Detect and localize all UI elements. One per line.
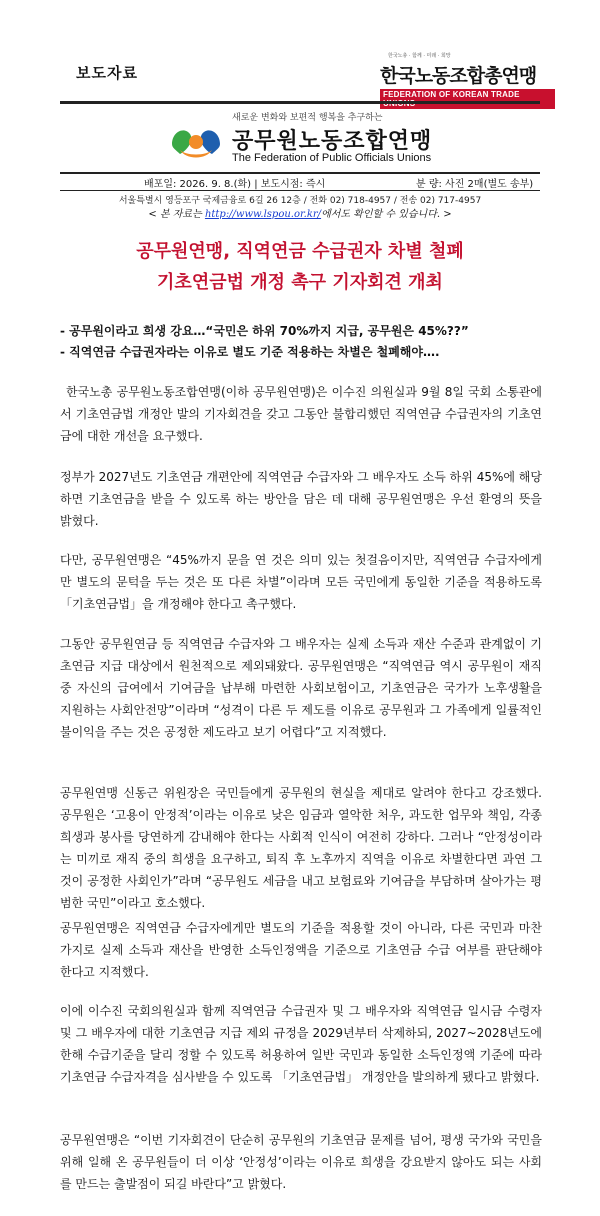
fktu-name: 한국노동조합총연맹 [380, 65, 537, 87]
body-paragraph-1: 한국노총 공무원노동조합연맹(이하 공무원연맹)은 이수진 의원실과 9월 8일 국회 소통관에서 기초연금법 개정안 발의 기자회견을 갖고 그동안 불합리했던 직역연금 수급권자의 기초연금에 대한 개선을 요구했다. [60, 385, 542, 443]
fpou-logo-icon [166, 120, 226, 166]
headline-line-1: 공무원연맹, 직역연금 수급권자 차별 철폐 [136, 241, 464, 262]
header-rule-top [60, 101, 540, 104]
contact-address: 서울특별시 영등포구 국제금융로 6길 26 12층 / 전화 02) 718-4957 / 전송 02) 717-4957 [118, 196, 482, 206]
fpou-name: 공무원노동조합연맹 [232, 129, 433, 154]
distribution-info [60, 174, 540, 190]
website-notice [0, 205, 600, 220]
body-paragraph-4: 그동안 공무원연금 등 직역연금 수급자와 그 배우자는 실제 소득과 재산 수준과 관계없이 기초연금 지급 대상에서 원천적으로 제외돼왔다. 공무원연맹은 “직역연금 역시 공무원이 재직 중 자신의 급여에서 기여금을 납부해 마련한 사회보험이고, 기초연금은 국가가 노후생활을 지원하는 사회안전망”이라며 “성격이 다른 두 제도를 이유로 공무원과 그 가족에게 일률적인 불이익을 주는 것은 공정한 제도라고 보기 어렵다”고 지적했다. [60, 637, 542, 739]
body-paragraph-2: 정부가 2027년도 기초연금 개편안에 직역연금 수급자와 그 배우자도 소득 하위 45%에 해당하면 기초연금을 받을 수 있도록 하는 방안을 담은 데 대해 공무원연맹은 우선 환영의 뜻을 밝혔다. [60, 470, 542, 528]
fktu-tagline: 한국노총 · 함께 · 미래 · 희망 [388, 53, 451, 59]
headline-line-2: 기초연금법 개정 촉구 기자회견 개최 [157, 272, 443, 293]
header-rule-bottom [60, 190, 540, 191]
fpou-english-name: The Federation of Public Officials Unions [232, 152, 432, 164]
subtitle-2: - 직역연금 수급권자라는 이유로 별도 기준 적용하는 차별은 철폐해야…. [60, 345, 440, 359]
website-notice-suffix: 에서도 확인할 수 있습니다. > [321, 209, 452, 220]
header [0, 0, 600, 110]
fktu-english-name: FEDERATION OF KOREAN TRADE UNIONS [380, 89, 555, 109]
subtitle-1: - 공무원이라고 희생 강요…“국민은 하위 70%까지 지급, 공무원은 45%??” [60, 324, 469, 338]
website-link[interactable]: http://www.lspou.or.kr/ [204, 209, 322, 220]
press-release-label: 보도자료 [76, 64, 138, 82]
attachment-count: 분 량: 사진 2매(별도 송부) [416, 179, 534, 190]
website-notice-prefix: < 본 자료는 [148, 209, 205, 220]
body-paragraph-3: 다만, 공무원연맹은 “45%까지 문을 연 것은 의미 있는 첫걸음이지만, 직역연금 수급자에게만 별도의 문턱을 두는 것은 또 다른 차별”이라며 모든 국민에게 동일한 기준을 적용하도록 「기초연금법」을 개정해야 한다고 촉구했다. [60, 553, 542, 611]
body-paragraph-6: 공무원연맹은 직역연금 수급자에게만 별도의 기준을 적용할 것이 아니라, 다른 국민과 마찬가지로 실제 소득과 재산을 반영한 소득인정액을 기준으로 기초연금 수급 여부를 판단해야 한다고 지적했다. [60, 921, 542, 979]
body-paragraph-5: 공무원연맹 신동근 위원장은 국민들에게 공무원의 현실을 제대로 알려야 한다고 강조했다. 공무원은 ‘고용이 안정적’이라는 이유로 낮은 임금과 열악한 처우, 과도한 업무와 책임, 각종 희생과 봉사를 당연하게 감내해야 한다는 사회적 인식이 여전히 강하다. 그러나 “안정성이라는 미끼로 재직 중의 희생을 요구하고, 퇴직 후 노후까지 직역을 이유로 차별한다면 과연 그것이 공정한 사회인가”라며 “공무원도 세금을 내고 보험료와 기여금을 부담하며 살아가는 평범한 국민”이라고 호소했다. [60, 786, 542, 910]
body-paragraph-7: 이에 이수진 국회의원실과 함께 직역연금 수급권자 및 그 배우자와 직역연금 일시금 수령자 및 그 배우자에 대한 기초연금 지급 제외 규정을 2029년부터 삭제하되, 2027~2028년도에 한해 수급기준을 달리 정할 수 있도록 허용하여 일반 국민과 동일한 소득인정액 기준에 따라 기초연금 수급자격을 심사받을 수 있도록 「기초연금법」 개정안을 발의하게 됐다고 밝혔다. [60, 1004, 542, 1084]
body-paragraph-8: 공무원연맹은 “이번 기자회견이 단순히 공무원의 기초연금 문제를 넘어, 평생 국가와 국민을 위해 일해 온 공무원들이 더 이상 ‘안정성’이라는 이유로 희생을 강요받지 않아도 되는 사회를 만드는 출발점이 되길 바란다”고 밝혔다. [60, 1133, 542, 1191]
fpou-slogan: 새로운 변화와 보편적 행복을 추구하는 [232, 113, 383, 123]
release-date: 배포일: 2026. 9. 8.(화) | 보도시점: 즉시 [144, 179, 326, 190]
